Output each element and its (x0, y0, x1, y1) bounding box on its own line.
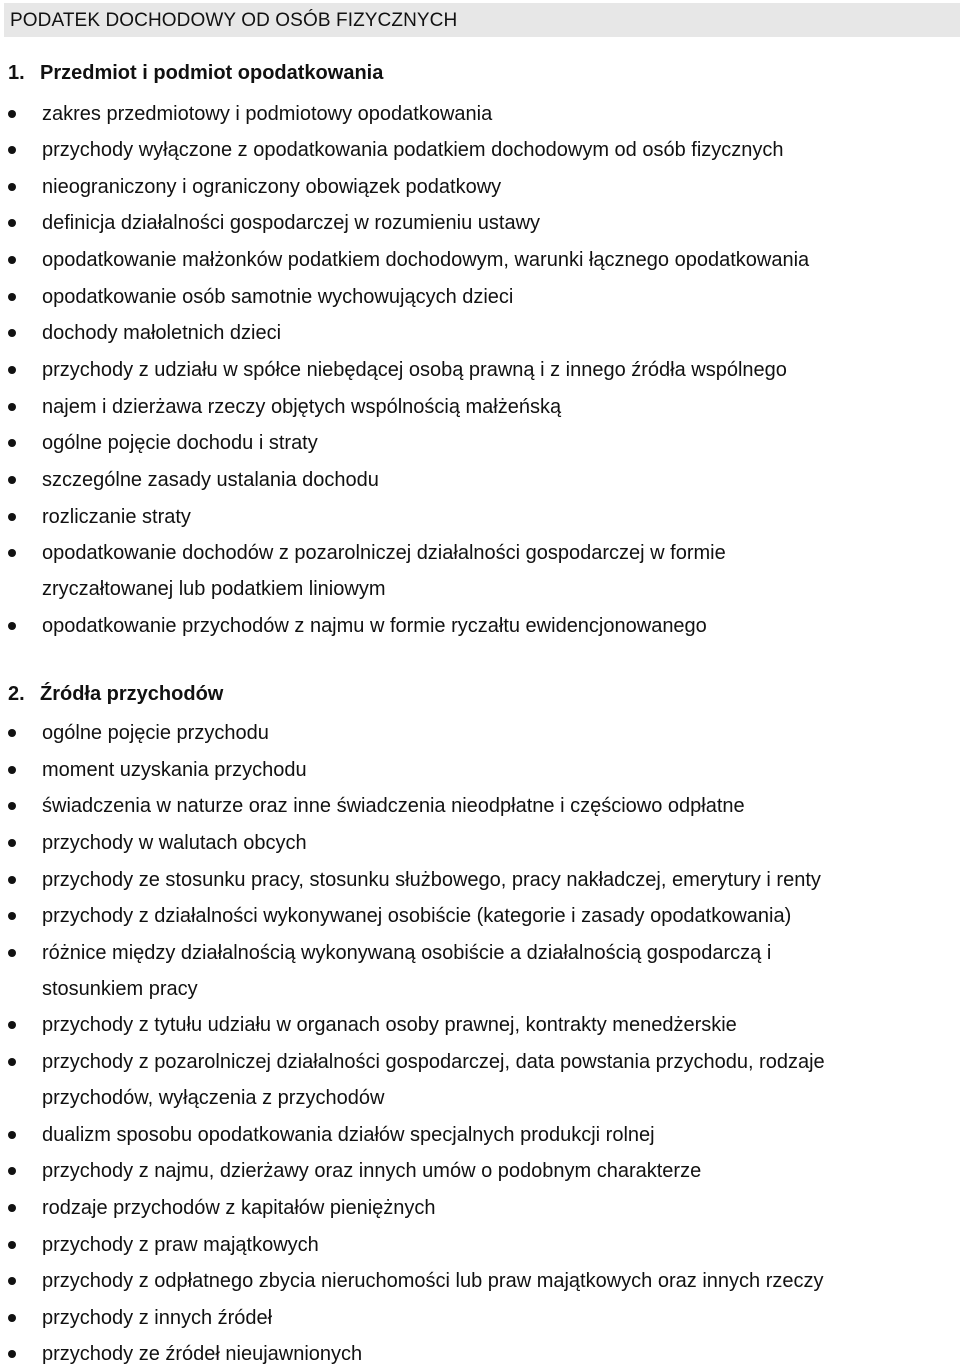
bullet-icon (8, 1058, 16, 1066)
bullet-icon (8, 110, 16, 118)
document-page: PODATEK DOCHODOWY OD OSÓB FIZYCZNYCH 1. Przedmiot i podmiot opodatkowania zakres przedmiotowy i podmiotowy opodatkowania przychody wyłączone z opodatkowania podatkiem dochodowym od osób fizycznych nieograniczony i ograniczony obowiązek podatkowy definicja działalności gospodarczej w rozumieniu ustawy opodatkowanie małżonków podatkiem dochodowym, warunki łącznego opodatkowania opodatkowanie osób samotnie wychowujących dzieci dochody małoletnich dzieci przychody z udziału w spółce niebędącej osobą prawną i z innego źródła wspólnego najem i dzierżawa rzeczy objętych wspólnością małżeńską ogólne pojęcie dochodu i straty szczególne zasady ustalania dochodu rozliczanie straty opodatkowanie dochodów z pozarolniczej działalności gospodarczej w formie zryczałtowanej lub podatkiem liniowym opodatkowanie przychodów z najmu w formie ryczałtu ewidencjonowanego 2. Źródła przychodów ogólne pojęcie przychodu moment uzyskania przychodu świadczenia w naturze oraz inne świadczenia nieodpłatne i częściowo odpłatne przychody w walutach obcych przychody ze stosunku pracy, stosunku służbowego, pracy nakładczej, emerytury i renty przychody z działalności wykonywanej osobiście (kategorie i zasady opodatkowania) różnice między działalnością wykonywaną osobiście a działalnością gospodarczą i stosunkiem pracy przychody z tytułu udziału w organach osoby prawnej, kontrakty menedżerskie przychody z pozarolniczej działalności gospodarczej, data powstania przychodu, rodzaje przychodów, wyłączenia z przychodów dualizm sposobu opodatkowania działów specjalnych produkcji rolnej przychody z najmu, dzierżawy oraz innych umów o podobnym charakterze rodzaje przychodów z kapitałów pieniężnych przychody z praw majątkowych przychody z odpłatnego zbycia nieruchomości lub praw majątkowych oraz innych rzeczy przychody z innych źródeł przychody ze źródeł nieujawnionych (0, 0, 960, 1367)
bullet-icon (8, 1167, 16, 1175)
bullet-icon (8, 1314, 16, 1322)
bullet-icon (8, 476, 16, 484)
bullet-icon (8, 403, 16, 411)
bullet-icon (8, 1350, 16, 1358)
bullet-icon (8, 293, 16, 301)
section-1-number: 1. (8, 62, 25, 84)
bullet-icon (8, 802, 16, 810)
bullet-icon (8, 766, 16, 774)
bullet-icon (8, 729, 16, 737)
bullet-icon (8, 366, 16, 374)
bullet-icon (8, 1241, 16, 1249)
section-1-title: Przedmiot i podmiot opodatkowania (40, 62, 384, 84)
bullet-icon (8, 439, 16, 447)
bullet-icon (8, 183, 16, 191)
bullet-icon (8, 146, 16, 154)
bullet-icon (8, 513, 16, 521)
document-header (4, 3, 960, 37)
bullet-icon (8, 329, 16, 337)
bullet-icon (8, 1131, 16, 1139)
bullet-icon (8, 256, 16, 264)
section-2-heading (8, 683, 223, 706)
bullet-icon (8, 1277, 16, 1285)
section-2-title: Źródła przychodów (40, 683, 224, 705)
bullet-icon (8, 912, 16, 920)
bullet-icon (8, 219, 16, 227)
bullet-icon (8, 549, 16, 557)
bullet-icon (8, 1021, 16, 1029)
bullet-icon (8, 622, 16, 630)
bullet-icon (8, 839, 16, 847)
bullet-icon (8, 1204, 16, 1212)
section-1-heading (8, 62, 383, 85)
section-2-number: 2. (8, 683, 25, 705)
bullet-icon (8, 949, 16, 957)
document-title: PODATEK DOCHODOWY OD OSÓB FIZYCZNYCH (10, 10, 458, 31)
bullet-icon (8, 876, 16, 884)
